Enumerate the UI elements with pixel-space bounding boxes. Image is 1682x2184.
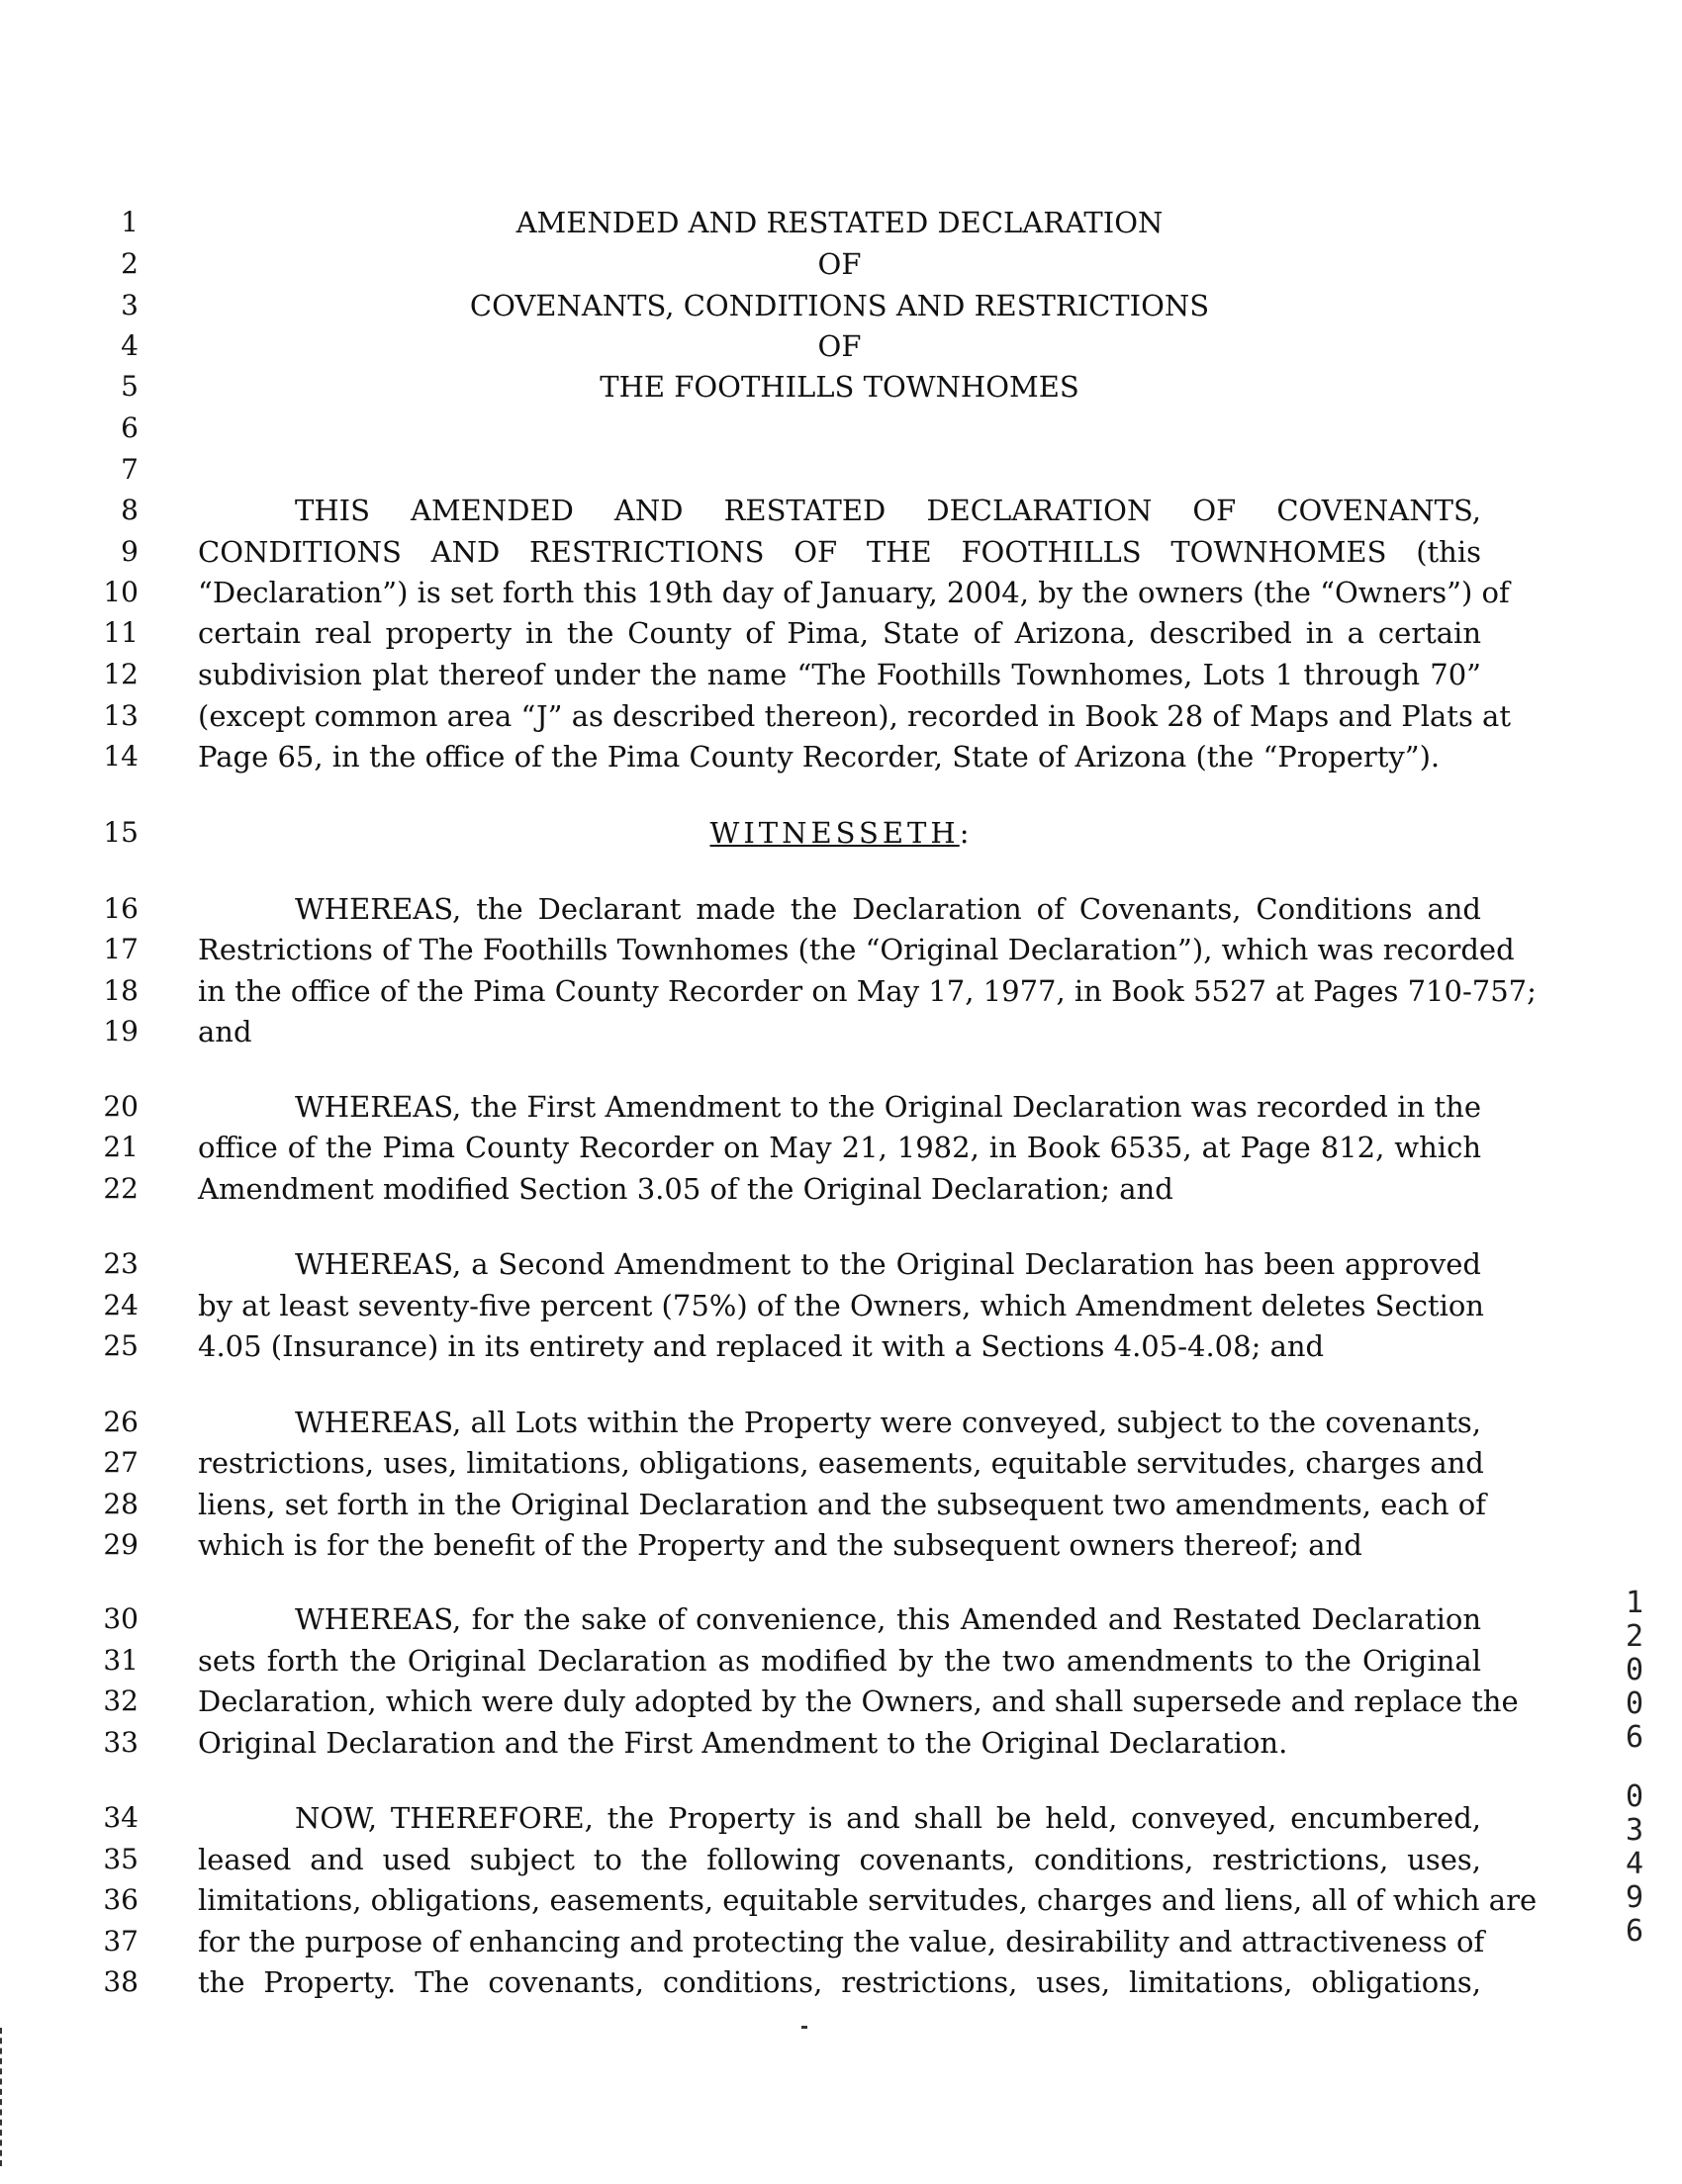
stamp-digit: 2 xyxy=(1625,1619,1644,1654)
line-number: 13 xyxy=(103,699,139,732)
line-number: 14 xyxy=(103,740,139,773)
stamp-digit: 0 xyxy=(1625,1686,1644,1721)
line-number: 9 xyxy=(121,535,139,568)
text-line: which is for the benefit of the Property and the subsequent owners thereof; and xyxy=(198,1528,1362,1562)
text-line: by at least seventy-five percent (75%) of the Owners, which Amendment deletes Section xyxy=(198,1289,1484,1322)
line-number: 3 xyxy=(121,289,139,321)
line-number: 6 xyxy=(121,411,139,444)
line-number: 4 xyxy=(121,329,139,362)
text-line: WHEREAS, the Declarant made the Declaration of Covenants, Conditions and xyxy=(295,892,1481,926)
line-number: 12 xyxy=(103,658,139,690)
scan-edge-mark xyxy=(0,2028,4,2166)
line-number: 28 xyxy=(103,1488,139,1520)
line-number: 33 xyxy=(103,1726,139,1759)
line-number: 21 xyxy=(103,1131,139,1163)
line-number: 24 xyxy=(103,1289,139,1321)
text-line: (except common area “J” as described thereon), recorded in Book 28 of Maps and Plats at xyxy=(198,699,1511,733)
text-line: liens, set forth in the Original Declaration and the subsequent two amendments, each of xyxy=(198,1488,1486,1521)
line-number: 2 xyxy=(121,247,139,280)
text-line: sets forth the Original Declaration as modified by the two amendments to the Original xyxy=(198,1644,1481,1678)
text-line: THIS AMENDED AND RESTATED DECLARATION OF COVENANTS, xyxy=(295,494,1481,527)
line-number: 34 xyxy=(103,1801,139,1834)
text-line: certain real property in the County of Pima, State of Arizona, described in a certain xyxy=(198,616,1481,650)
text-line: in the office of the Pima County Recorder on May 17, 1977, in Book 5527 at Pages 710-757; xyxy=(198,974,1537,1008)
line-number: 16 xyxy=(103,892,139,925)
text-line: WHEREAS, for the sake of convenience, this Amended and Restated Declaration xyxy=(295,1602,1481,1636)
text-line: Page 65, in the office of the Pima County Recorder, State of Arizona (the “Property”). xyxy=(198,740,1441,774)
line-number: 31 xyxy=(103,1644,139,1677)
text-line: CONDITIONS AND RESTRICTIONS OF THE FOOTHILLS TOWNHOMES (this xyxy=(198,535,1481,569)
line-number: 26 xyxy=(103,1406,139,1438)
line-number: 17 xyxy=(103,933,139,965)
stamp-digit: 6 xyxy=(1625,1914,1644,1949)
stamp-digit: 3 xyxy=(1625,1813,1644,1848)
text-line: limitations, obligations, easements, equitable servitudes, charges and liens, all of which are xyxy=(198,1883,1538,1917)
line-number: 32 xyxy=(103,1684,139,1717)
text-line: Amendment modified Section 3.05 of the Original Declaration; and xyxy=(198,1172,1173,1206)
stamp-gap xyxy=(1615,1755,1654,1780)
stamp-digit: 4 xyxy=(1625,1847,1644,1881)
text-line: and xyxy=(198,1015,252,1048)
text-line: WHEREAS, a Second Amendment to the Original Declaration has been approved xyxy=(295,1247,1481,1281)
text-line: the Property. The covenants, conditions, restrictions, uses, limitations, obligations, xyxy=(198,1965,1481,1999)
line-number: 5 xyxy=(121,370,139,403)
stamp-digit: 0 xyxy=(1625,1779,1644,1814)
line-number: 15 xyxy=(103,816,139,849)
stamp-digit: 1 xyxy=(1625,1586,1644,1620)
line-number: 22 xyxy=(103,1172,139,1205)
line-number: 19 xyxy=(103,1015,139,1047)
recording-stamp xyxy=(1615,1587,1654,1949)
line-number: 11 xyxy=(103,616,139,649)
text-line: leased and used subject to the following covenants, conditions, restrictions, uses, xyxy=(198,1843,1481,1876)
line-number: 35 xyxy=(103,1843,139,1875)
line-number: 36 xyxy=(103,1883,139,1916)
text-line: Declaration, which were duly adopted by the Owners, and shall supersede and replace the xyxy=(198,1684,1519,1718)
text-line: office of the Pima County Recorder on May 21, 1982, in Book 6535, at Page 812, which xyxy=(198,1131,1481,1164)
line-number: 29 xyxy=(103,1528,139,1561)
witnesseth-colon: : xyxy=(959,816,970,850)
text-line: NOW, THEREFORE, the Property is and shall be held, conveyed, encumbered, xyxy=(295,1801,1481,1835)
text-line: subdivision plat thereof under the name “The Foothills Townhomes, Lots 1 through 70” xyxy=(198,658,1481,691)
title-line: COVENANTS, CONDITIONS AND RESTRICTIONS xyxy=(469,289,1210,322)
text-line: Original Declaration and the First Amendment to the Original Declaration. xyxy=(198,1726,1288,1760)
line-number: 18 xyxy=(103,974,139,1007)
title-line: OF xyxy=(817,329,862,363)
line-number: 1 xyxy=(121,206,139,238)
text-line: “Declaration”) is set forth this 19th day of January, 2004, by the owners (the “Owners”) of xyxy=(198,576,1510,609)
line-number: 10 xyxy=(103,576,139,608)
line-number: 20 xyxy=(103,1090,139,1123)
line-number: 27 xyxy=(103,1446,139,1479)
scan-speck xyxy=(801,2026,807,2029)
line-number: 8 xyxy=(121,494,139,526)
text-line: 4.05 (Insurance) in its entirety and replaced it with a Sections 4.05-4.08; and xyxy=(198,1329,1325,1363)
line-number: 37 xyxy=(103,1925,139,1957)
line-number: 23 xyxy=(103,1247,139,1280)
title-line: THE FOOTHILLS TOWNHOMES xyxy=(600,370,1079,404)
title-line: OF xyxy=(817,247,862,281)
stamp-digit: 0 xyxy=(1625,1653,1644,1687)
text-line: WHEREAS, the First Amendment to the Original Declaration was recorded in the xyxy=(295,1090,1481,1124)
line-number: 7 xyxy=(121,453,139,486)
line-number: 30 xyxy=(103,1602,139,1635)
text-line: WHEREAS, all Lots within the Property were conveyed, subject to the covenants, xyxy=(295,1406,1481,1439)
stamp-digit: 9 xyxy=(1625,1880,1644,1915)
witnesseth-text: WITNESSETH xyxy=(709,816,960,850)
title-line: AMENDED AND RESTATED DECLARATION xyxy=(515,206,1164,239)
stamp-digit: 6 xyxy=(1625,1720,1644,1755)
text-line: Restrictions of The Foothills Townhomes (the “Original Declaration”), which was recorded xyxy=(198,933,1515,966)
witnesseth-heading xyxy=(198,813,1481,853)
text-line: restrictions, uses, limitations, obligations, easements, equitable servitudes, charges and xyxy=(198,1446,1484,1480)
line-number: 25 xyxy=(103,1329,139,1362)
line-number: 38 xyxy=(103,1965,139,1998)
text-line: for the purpose of enhancing and protecting the value, desirability and attractiveness of xyxy=(198,1925,1485,1958)
